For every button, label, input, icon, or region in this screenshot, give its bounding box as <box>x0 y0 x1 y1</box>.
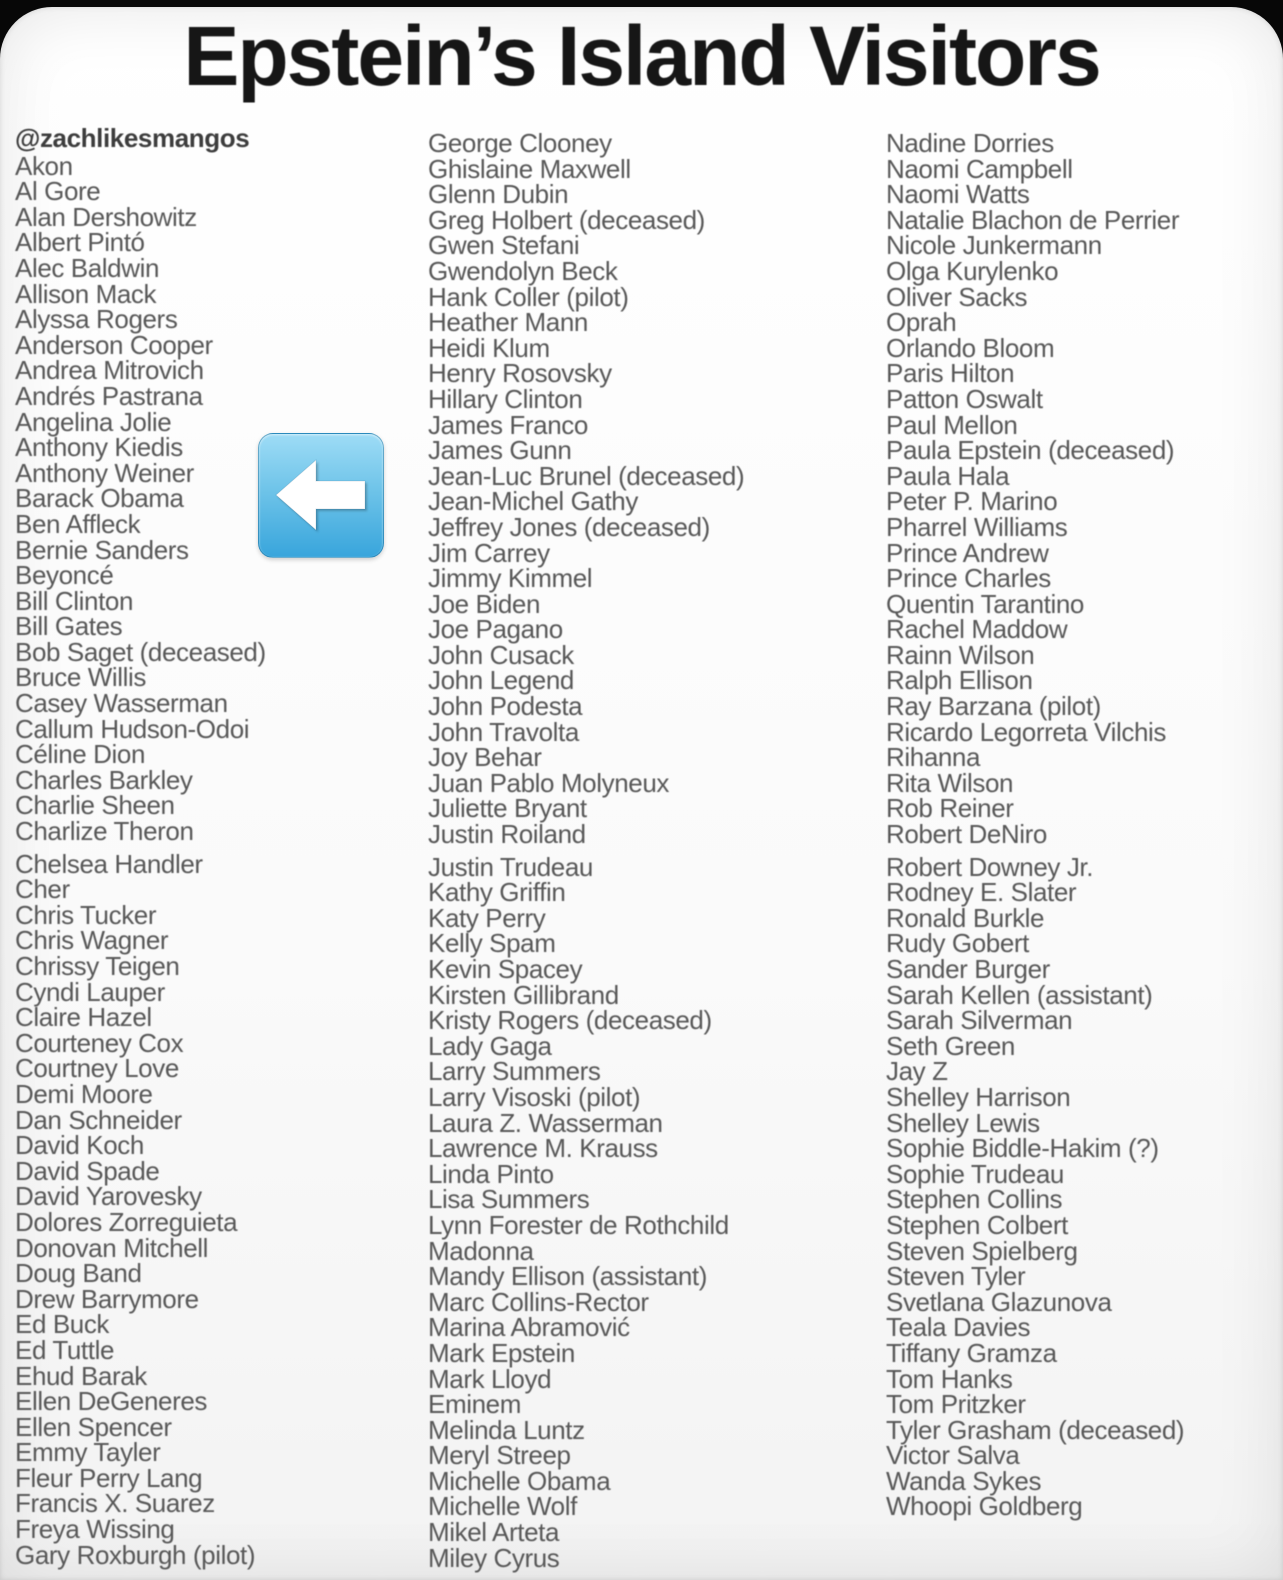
list-item: Jim Carrey <box>428 537 550 568</box>
list-item: Naomi Campbell <box>886 153 1073 184</box>
list-item: Prince Charles <box>886 563 1051 594</box>
list-item: Kristy Rogers (deceased) <box>428 1005 712 1036</box>
list-item: Charles Barkley <box>15 764 193 795</box>
list-item: Nicole Junkermann <box>886 230 1102 261</box>
list-item: Casey Wasserman <box>15 688 228 719</box>
list-item: Rihanna <box>886 742 981 773</box>
list-item: Marc Collins-Rector <box>428 1286 649 1317</box>
list-item: Sophie Biddle-Hakim (?) <box>886 1133 1159 1164</box>
list-item: Paris Hilton <box>886 358 1015 389</box>
list-item: Jean-Luc Brunel (deceased) <box>428 460 745 491</box>
list-item: Fleur Perry Lang <box>15 1462 203 1493</box>
list-item: Oliver Sacks <box>886 281 1028 312</box>
list-item: Angelina Jolie <box>15 406 172 437</box>
list-item: Glenn Dubin <box>428 179 569 210</box>
list-item: Rachel Maddow <box>886 614 1068 645</box>
list-item: Dolores Zorreguieta <box>15 1206 238 1237</box>
list-item: Prince Andrew <box>886 537 1049 568</box>
list-item: Natalie Blachon de Perrier <box>886 204 1180 235</box>
list-item: Seth Green <box>886 1030 1015 1061</box>
list-item: Gwendolyn Beck <box>428 255 618 286</box>
list-item: Anthony Kiedis <box>15 432 183 463</box>
list-item: Chris Tucker <box>15 899 157 930</box>
list-item: Mandy Ellison (assistant) <box>428 1261 707 1292</box>
list-item: Katy Perry <box>428 902 546 933</box>
list-item: Steven Tyler <box>886 1261 1026 1292</box>
list-item: Stephen Collins <box>886 1184 1063 1215</box>
list-item: Marina Abramović <box>428 1312 630 1343</box>
list-item: Hillary Clinton <box>428 383 583 414</box>
list-item: Chris Wagner <box>15 925 169 956</box>
list-item: Michelle Wolf <box>428 1491 577 1522</box>
list-item: Ralph Ellison <box>886 665 1033 696</box>
list-item: Teala Davies <box>886 1312 1031 1343</box>
list-item: Sarah Silverman <box>886 1005 1073 1036</box>
list-item: Bruce Willis <box>15 662 146 693</box>
list-item: Gary Roxburgh (pilot) <box>15 1539 256 1570</box>
list-item: Donovan Mitchell <box>15 1232 209 1263</box>
column-2-names <box>428 128 745 1573</box>
list-item: Emmy Tayler <box>15 1437 161 1468</box>
list-item: Alan Dershowitz <box>15 201 197 232</box>
list-item: Ed Tuttle <box>15 1334 115 1365</box>
list-item: Peter P. Marino <box>886 486 1058 517</box>
list-item: Anthony Weiner <box>15 457 194 488</box>
list-item: Callum Hudson-Odoi <box>15 713 250 744</box>
list-item: Larry Summers <box>428 1056 601 1087</box>
list-item: Lynn Forester de Rothchild <box>428 1209 729 1240</box>
list-item: Sophie Trudeau <box>886 1158 1064 1189</box>
column-1-names <box>15 150 266 1570</box>
list-item: Andrés Pastrana <box>15 380 203 411</box>
column-2 <box>428 128 745 1573</box>
list-item: Alyssa Rogers <box>15 304 178 335</box>
list-item: Kathy Griffin <box>428 877 566 908</box>
list-item: Naomi Watts <box>886 179 1030 210</box>
list-item: Albert Pintó <box>15 227 145 258</box>
list-item: Patton Oswalt <box>886 383 1043 414</box>
list-item: Steven Spielberg <box>886 1235 1078 1266</box>
list-item: Allison Mack <box>15 278 157 309</box>
list-item: Al Gore <box>15 176 101 207</box>
list-item: Rainn Wilson <box>886 639 1035 670</box>
list-item: Chelsea Handler <box>15 848 203 879</box>
list-item: Jay Z <box>886 1056 948 1087</box>
list-item: Courteney Cox <box>15 1027 184 1058</box>
list-item: Mikel Arteta <box>428 1517 560 1548</box>
list-item: Shelley Harrison <box>886 1081 1071 1112</box>
list-item: Meryl Streep <box>428 1440 571 1471</box>
list-item: Eminem <box>428 1389 521 1420</box>
list-item: Bill Gates <box>15 611 123 642</box>
list-item: Olga Kurylenko <box>886 255 1059 286</box>
list-item: George Clooney <box>428 128 612 158</box>
list-item: Ray Barzana (pilot) <box>886 691 1101 722</box>
list-item: James Gunn <box>428 435 572 466</box>
list-item: Nadine Dorries <box>886 128 1054 158</box>
list-item: Freya Wissing <box>15 1514 175 1545</box>
list-item: Whoopi Goldberg <box>886 1491 1083 1522</box>
list-item: Charlie Sheen <box>15 790 175 821</box>
list-item: Juan Pablo Molyneux <box>428 767 669 798</box>
column-1 <box>15 123 266 1570</box>
list-item: Juliette Bryant <box>428 793 587 824</box>
list-item: Robert Downey Jr. <box>886 851 1094 882</box>
list-item: Jeffrey Jones (deceased) <box>428 511 710 542</box>
list-item: Heidi Klum <box>428 332 550 363</box>
list-item: Paul Mellon <box>886 409 1018 440</box>
list-item: Rodney E. Slater <box>886 877 1077 908</box>
author-handle: @zachlikesmangos <box>15 123 250 153</box>
list-item: Miley Cyrus <box>428 1542 560 1573</box>
list-item: Justin Trudeau <box>428 851 593 882</box>
list-item: Akon <box>15 150 73 181</box>
page-title: Epstein’s Island Visitors <box>183 9 1100 103</box>
list-item: John Travolta <box>428 716 579 747</box>
list-item: John Podesta <box>428 691 583 722</box>
list-item: Rita Wilson <box>886 767 1014 798</box>
list-item: Courtney Love <box>15 1053 179 1084</box>
list-item: Bernie Sanders <box>15 534 189 565</box>
list-item: David Yarovesky <box>15 1181 202 1212</box>
list-item: Charlize Theron <box>15 816 194 847</box>
list-item: Michelle Obama <box>428 1465 611 1496</box>
list-item: Bob Saget (deceased) <box>15 636 266 667</box>
list-item: Cyndi Lauper <box>15 976 165 1007</box>
list-item: Ehud Barak <box>15 1360 147 1391</box>
list-item: Hank Coller (pilot) <box>428 281 629 312</box>
list-item: Ghislaine Maxwell <box>428 153 631 184</box>
column-3-names <box>886 128 1185 1522</box>
list-item: Sander Burger <box>886 954 1050 984</box>
list-item: Kevin Spacey <box>428 954 583 984</box>
list-item: Tom Pritzker <box>886 1389 1026 1420</box>
list-item: Ellen Spencer <box>15 1411 172 1442</box>
list-item: Oprah <box>886 307 957 338</box>
list-item: Tom Hanks <box>886 1363 1013 1394</box>
list-item: Lady Gaga <box>428 1030 552 1061</box>
list-item: Greg Holbert (deceased) <box>428 204 705 235</box>
list-item: Victor Salva <box>886 1440 1020 1471</box>
list-item: Melinda Luntz <box>428 1414 585 1445</box>
list-item: Tyler Grasham (deceased) <box>886 1414 1185 1445</box>
list-item: Cher <box>15 874 70 905</box>
list-item: Kelly Spam <box>428 928 556 959</box>
list-item: Stephen Colbert <box>886 1209 1068 1240</box>
list-item: Ben Affleck <box>15 508 141 539</box>
list-item: Gwen Stefani <box>428 230 580 261</box>
list-item: Chrissy Teigen <box>15 951 180 981</box>
list-item: Larry Visoski (pilot) <box>428 1081 641 1112</box>
list-item: Heather Mann <box>428 307 588 338</box>
list-item: Bill Clinton <box>15 585 134 616</box>
list-item: David Koch <box>15 1130 144 1161</box>
list-item: Lawrence M. Krauss <box>428 1133 658 1164</box>
list-item: Sarah Kellen (assistant) <box>886 979 1153 1010</box>
list-item: Ronald Burkle <box>886 902 1045 933</box>
list-item: Barack Obama <box>15 483 184 514</box>
list-item: Kirsten Gillibrand <box>428 979 619 1010</box>
list-item: Anderson Cooper <box>15 329 213 360</box>
list-item: Ricardo Legorreta Vilchis <box>886 716 1166 747</box>
list-item: Dan Schneider <box>15 1104 182 1135</box>
list-item: Beyoncé <box>15 560 114 591</box>
list-item: Francis X. Suarez <box>15 1488 215 1519</box>
list-item: Jean-Michel Gathy <box>428 486 638 517</box>
list-item: Tiffany Gramza <box>886 1337 1057 1368</box>
list-item: James Franco <box>428 409 588 440</box>
column-3 <box>886 128 1185 1522</box>
list-item: Madonna <box>428 1235 534 1266</box>
list-item: Henry Rosovsky <box>428 358 612 389</box>
left-arrow-icon <box>258 433 384 558</box>
list-item: Lisa Summers <box>428 1184 590 1215</box>
list-item: Doug Band <box>15 1258 142 1289</box>
list-item: Quentin Tarantino <box>886 588 1084 619</box>
list-item: Claire Hazel <box>15 1002 152 1033</box>
list-item: Orlando Bloom <box>886 332 1055 363</box>
list-item: Joy Behar <box>428 742 542 773</box>
list-item: Mark Lloyd <box>428 1363 552 1394</box>
list-item: Paula Hala <box>886 460 1010 491</box>
list-item: David Spade <box>15 1155 160 1186</box>
list-item: Andrea Mitrovich <box>15 355 204 386</box>
list-item: Shelley Lewis <box>886 1107 1040 1138</box>
list-item: Laura Z. Wasserman <box>428 1107 663 1138</box>
list-item: John Legend <box>428 665 574 696</box>
list-item: Jimmy Kimmel <box>428 563 593 594</box>
list-item: Mark Epstein <box>428 1337 575 1368</box>
list-item: Justin Roiland <box>428 819 586 850</box>
list-item: Linda Pinto <box>428 1158 554 1189</box>
list-item: Paula Epstein (deceased) <box>886 435 1175 466</box>
list-item: Robert DeNiro <box>886 819 1047 850</box>
list-item: Joe Biden <box>428 588 541 619</box>
list-item: Drew Barrymore <box>15 1283 199 1314</box>
list-item: Wanda Sykes <box>886 1465 1042 1496</box>
list-item: Alec Baldwin <box>15 252 160 283</box>
list-item: Pharrel Williams <box>886 511 1068 542</box>
list-item: Svetlana Glazunova <box>886 1286 1112 1317</box>
list-item: Céline Dion <box>15 739 146 770</box>
list-item: Ed Buck <box>15 1309 110 1340</box>
list-item: John Cusack <box>428 639 574 670</box>
list-item: Rob Reiner <box>886 793 1014 824</box>
list-item: Ellen DeGeneres <box>15 1386 207 1417</box>
list-item: Joe Pagano <box>428 614 563 645</box>
list-item: Rudy Gobert <box>886 928 1030 959</box>
list-item: Demi Moore <box>15 1078 153 1109</box>
